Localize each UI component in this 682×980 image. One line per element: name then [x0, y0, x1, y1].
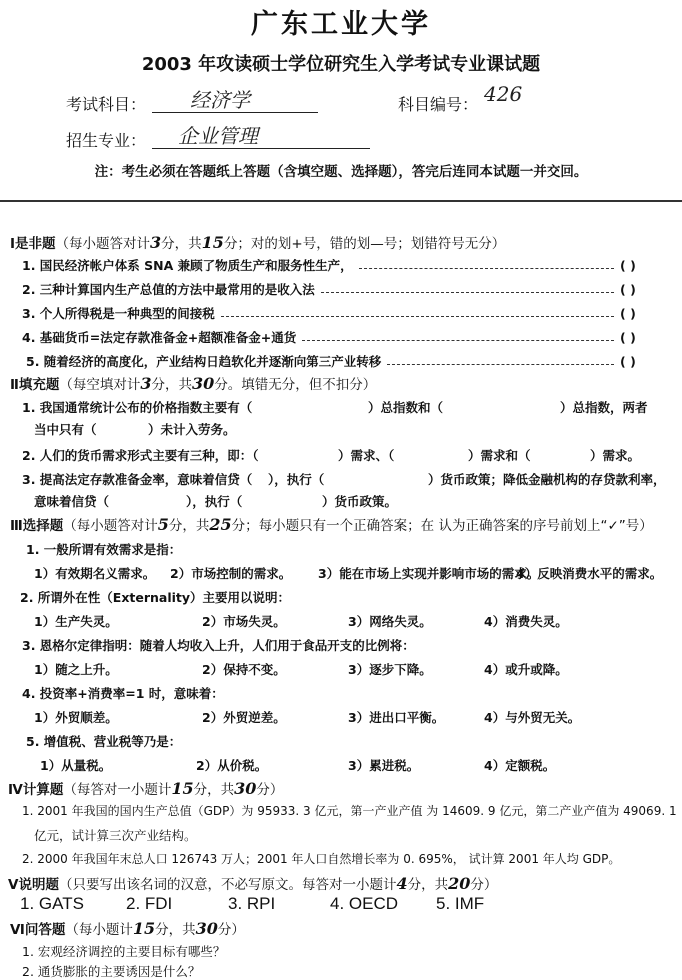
fill-q3-part-e: ），执行（ — [186, 494, 243, 509]
exam-title: 2003 年攻读硕士学位研究生入学考试专业课试题 — [141, 54, 541, 75]
tf-question-2 — [22, 280, 650, 298]
section-note: 分。填错无分，但不扣分） — [214, 377, 377, 393]
section-note: （只要写出该名词的汉意，不必写原文。每答对一小题计 — [58, 877, 397, 893]
section-numeral: Ⅵ — [10, 922, 25, 938]
question-text: 2. 三种计算国内生产总值的方法中最常用的是收入法 — [22, 282, 315, 297]
mc-q1-option-1: 1）有效期名义需求。 — [34, 566, 156, 581]
university-name: 广东工业大学 — [251, 9, 431, 40]
mc-q4-option-4: 4）与外贸无关。 — [484, 710, 581, 725]
section-1-heading — [10, 232, 505, 252]
mc-q3-option-4: 4）或升或降。 — [484, 662, 568, 677]
points-value: 3 — [150, 233, 162, 252]
section-note: 分，共 — [155, 922, 196, 938]
leader-dots — [359, 261, 614, 269]
section-note: （每小题计 — [65, 922, 133, 938]
mc-q1-option-4: 4）反映消费水平的需求。 — [516, 566, 663, 581]
mc-q2-option-2: 2）市场失灵。 — [202, 614, 286, 629]
mc-q1-option-2: 2）市场控制的需求。 — [170, 566, 292, 581]
section-6-heading — [10, 918, 245, 938]
total-value: 25 — [209, 515, 232, 534]
fill-q3-part-c: ）货币政策；降低金融机构的存贷款利率， — [428, 472, 666, 487]
subject-value: 经济学 — [190, 88, 250, 112]
tf-question-3 — [22, 304, 650, 322]
fill-q2-part-c: ）需求和（ — [468, 448, 531, 463]
mc-question-1: 1. 一般所谓有效需求是指： — [26, 542, 182, 557]
mc-question-3: 3. 恩格尔定律指明：随着人均收入上升，人们用于食品开支的比例将： — [22, 638, 415, 653]
leader-dots — [221, 309, 614, 317]
tf-question-1 — [22, 256, 650, 274]
answer-parentheses: ( ) — [620, 305, 636, 321]
fill-q1-part-d: 当中只有（ — [34, 422, 97, 437]
fill-q2-part-a: 2. 人们的货币需求形式主要有三种，即：（ — [22, 448, 259, 463]
fill-q1-part-e: ）未计入劳务。 — [148, 422, 236, 437]
fill-q1-part-a: 1. 我国通常统计公布的价格指数主要有（ — [22, 400, 253, 415]
fill-q3-part-b: ），执行（ — [268, 472, 325, 487]
section-numeral: Ⅲ — [10, 518, 23, 534]
mc-q4-option-3: 3）进出口平衡。 — [348, 710, 445, 725]
fill-q3-part-a: 3. 提高法定存款准备金率，意味着信贷（ — [22, 472, 253, 487]
code-label: 科目编号： — [398, 95, 479, 114]
mc-question-5: 5. 增值税、营业税等乃是： — [26, 734, 182, 749]
section-note: 分，共 — [151, 377, 193, 393]
points-value: 5 — [157, 515, 169, 534]
section-title: 是非题 — [15, 236, 56, 252]
section-numeral: Ⅱ — [10, 377, 19, 393]
question-text: 1. 国民经济帐户体系 SNA 兼顾了物质生产和服务性生产， — [22, 258, 353, 273]
section-numeral: Ⅴ — [8, 877, 19, 893]
mc-question-2: 2. 所谓外在性（Externality）主要用以说明： — [20, 590, 291, 605]
term-rpi: 3. RPI — [228, 894, 276, 913]
question-text: 4. 基础货币=法定存款准备金+超额准备金+通货 — [22, 330, 297, 345]
section-numeral: Ⅰ — [10, 236, 16, 252]
section-note: 分，共 — [193, 782, 235, 798]
total-value: 15 — [201, 233, 224, 252]
points-value: 3 — [140, 374, 152, 393]
essay-question-2: 2. 通货膨胀的主要诱因是什么？ — [22, 964, 201, 979]
section-2-heading — [10, 373, 376, 393]
fill-q1-part-b: ）总指数和（ — [368, 400, 444, 415]
section-note: 分，共 — [168, 518, 210, 534]
section-note: （每答对一小题计 — [63, 782, 172, 798]
section-note: 分） — [217, 922, 245, 938]
mc-q5-option-1: 1）从量税。 — [40, 758, 112, 773]
term-oecd: 4. OECD — [330, 894, 399, 913]
divider-line — [0, 200, 682, 202]
answer-parentheses: ( ) — [620, 353, 636, 369]
section-title: 计算题 — [22, 782, 64, 798]
mc-q3-option-1: 1）随之上升。 — [34, 662, 118, 677]
mc-q5-option-4: 4）定额税。 — [484, 758, 556, 773]
leader-dots — [302, 333, 614, 341]
section-note: （每小题答对计 — [63, 518, 158, 534]
fill-q2-part-d: ）需求。 — [590, 448, 641, 463]
mc-q5-option-3: 3）累进税。 — [348, 758, 420, 773]
mc-q3-option-3: 3）逐步下降。 — [348, 662, 432, 677]
mc-q2-option-3: 3）网络失灵。 — [348, 614, 432, 629]
question-text: 3. 个人所得税是一种典型的间接税 — [22, 306, 215, 321]
section-note: 分，共 — [407, 877, 449, 893]
section-title: 选择题 — [22, 518, 64, 534]
total-value: 30 — [234, 779, 257, 798]
term-imf: 5. IMF — [436, 894, 485, 913]
subject-label: 考试科目： — [66, 95, 147, 114]
fill-q1-part-c: ）总指数，两者 — [560, 400, 648, 415]
mc-q3-option-2: 2）保持不变。 — [202, 662, 286, 677]
answer-parentheses: ( ) — [620, 281, 636, 297]
calc-question-1-line-1: 1. 2001 年我国的国内生产总值（GDP）为 95933. 3 亿元，第一产业产值 为 14609. 9 亿元，第二产业产值为 49069. 1 — [22, 804, 677, 818]
section-4-heading — [8, 778, 283, 798]
section-note: 分；对的划+号，错的划—号；划错符号无分） — [223, 236, 506, 252]
total-value: 20 — [448, 874, 471, 893]
fill-q3-part-f: ）货币政策。 — [322, 494, 398, 509]
section-title: 说明题 — [18, 877, 59, 893]
total-value: 30 — [192, 374, 215, 393]
points-value: 4 — [396, 874, 408, 893]
section-note: （每空填对计 — [59, 377, 141, 393]
notice: 注：考生必须在答题纸上答题（含填空题、选择题），答完后连同本试题一并交回。 — [94, 164, 588, 180]
mc-q4-option-1: 1）外贸顺差。 — [34, 710, 118, 725]
mc-q2-option-1: 1）生产失灵。 — [34, 614, 118, 629]
section-note: 分） — [470, 877, 498, 893]
leader-dots — [321, 285, 614, 293]
calc-question-2: 2. 2000 年我国年末总人口 126743 万人；2001 年人口自然增长率为 0. 695%， 试计算 2001 年人均 GDP。 — [22, 852, 621, 866]
code-value: 426 — [484, 82, 523, 106]
question-text: 5. 随着经济的高度化，产业结构日趋软化并逐渐向第三产业转移 — [26, 354, 382, 369]
mc-q2-option-4: 4）消费失灵。 — [484, 614, 568, 629]
calc-question-1-line-2: 亿元，试计算三次产业结构。 — [34, 828, 197, 843]
essay-question-1: 1. 宏观经济调控的主要目标有哪些？ — [22, 944, 226, 959]
section-5-heading — [8, 873, 497, 893]
fill-q3-part-d: 意味着信贷（ — [34, 494, 110, 509]
leader-dots — [387, 357, 614, 365]
mc-q1-option-3: 3）能在市场上实现并影响市场的需求。 — [318, 566, 540, 581]
section-note: 分，共 — [161, 236, 202, 252]
major-value: 企业管理 — [178, 124, 258, 148]
answer-parentheses: ( ) — [620, 329, 636, 345]
section-note: （每小题答对计 — [55, 236, 151, 252]
section-numeral: Ⅳ — [8, 782, 23, 798]
mc-q5-option-2: 2）从价税。 — [196, 758, 268, 773]
fill-q2-part-b: ）需求、（ — [338, 448, 395, 463]
mc-q4-option-2: 2）外贸逆差。 — [202, 710, 286, 725]
mc-question-4: 4. 投资率+消费率=1 时，意味着： — [22, 686, 224, 701]
section-note: 分） — [256, 782, 284, 798]
total-value: 30 — [195, 919, 218, 938]
section-3-heading — [10, 514, 653, 534]
term-fdi: 2. FDI — [126, 894, 173, 913]
tf-question-4 — [22, 328, 650, 346]
answer-parentheses: ( ) — [620, 257, 636, 273]
points-value: 15 — [132, 919, 156, 938]
section-note: 分；每小题只有一个正确答案；在 认为正确答案的序号前划上“✓”号） — [231, 518, 653, 534]
tf-question-5 — [26, 352, 650, 370]
section-title: 问答题 — [24, 922, 66, 938]
section-title: 填充题 — [18, 377, 60, 393]
major-label: 招生专业： — [66, 131, 147, 150]
points-value: 15 — [171, 779, 194, 798]
term-gats: 1. GATS — [20, 894, 84, 913]
